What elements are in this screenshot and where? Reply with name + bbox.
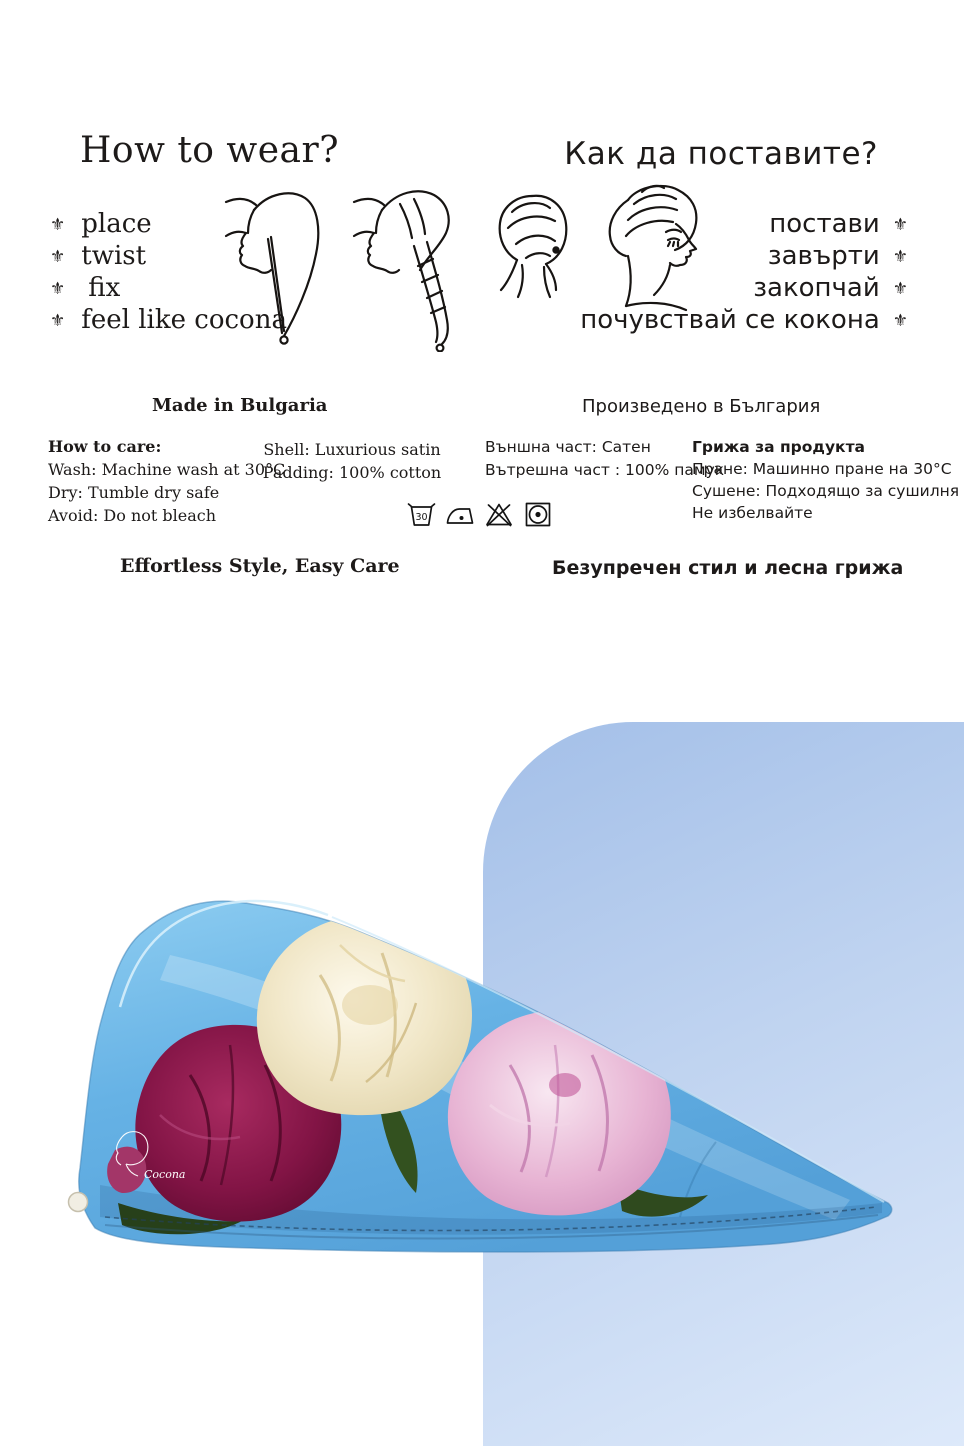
step-label: twist	[81, 241, 147, 271]
brand-script-label: Cocona	[144, 1168, 186, 1181]
towel-button	[69, 1193, 88, 1212]
wrapped-turban-back-icon	[492, 192, 572, 304]
care-line: Не избелвайте	[692, 504, 813, 522]
care-line: Сушене: Подходящо за сушилня	[692, 482, 960, 500]
care-line: Пране: Машинно пране на 30°С	[692, 460, 952, 478]
care-line: Wash: Machine wash at 30°C	[48, 460, 286, 479]
care-line: Avoid: Do not bleach	[48, 506, 217, 525]
care-heading-en: How to care:	[48, 437, 162, 456]
fleur-de-lis-icon: ⚜	[50, 214, 66, 235]
fleur-de-lis-icon: ⚜	[892, 278, 908, 299]
turban-profile-icon	[598, 182, 730, 334]
do-not-bleach-icon	[483, 498, 515, 530]
page-title-bg: Как да поставите?	[564, 136, 878, 172]
materials-bg	[485, 436, 724, 482]
fleur-de-lis-icon: ⚜	[50, 278, 66, 299]
laundry-symbols	[406, 498, 554, 530]
fleur-de-lis-icon: ⚜	[50, 246, 66, 267]
step-label: почувствай се кокона	[580, 305, 880, 335]
material-line: Външна част: Сатен	[485, 438, 651, 456]
fleur-de-lis-icon: ⚜	[892, 310, 908, 331]
iron-one-dot-icon	[444, 498, 476, 530]
step-label: закопчай	[753, 273, 880, 303]
wash-temp-label: 30	[415, 512, 428, 523]
materials-en	[262, 438, 442, 484]
care-instructions-bg	[692, 436, 959, 524]
care-line: Dry: Tumble dry safe	[48, 483, 220, 502]
fleur-de-lis-icon: ⚜	[892, 246, 908, 267]
material-line: Shell: Luxurious satin	[263, 440, 441, 459]
step-label: fix	[88, 273, 121, 303]
tumble-dry-icon	[522, 498, 554, 530]
fleur-de-lis-icon: ⚜	[50, 310, 66, 331]
twist-towel-profile-icon	[352, 182, 478, 352]
peony-pink	[448, 1010, 671, 1216]
made-in-label-en: Made in Bulgaria	[152, 395, 328, 416]
material-line: Вътрешна част : 100% памук	[485, 461, 725, 479]
product-photo-hair-towel	[60, 885, 895, 1270]
machine-wash-30-icon	[406, 498, 437, 530]
tagline-bg: Безупречен стил и лесна грижа	[552, 557, 904, 579]
step-label: feel like cocona	[81, 305, 287, 335]
step-label: place	[81, 209, 152, 239]
care-instructions-en	[48, 437, 285, 529]
step-label: постави	[769, 209, 880, 239]
step-label: завърти	[767, 241, 880, 271]
page-title-en: How to wear?	[80, 130, 340, 171]
fleur-de-lis-icon: ⚜	[892, 214, 908, 235]
material-line: Padding: 100% cotton	[262, 463, 442, 482]
tagline-en: Effortless Style, Easy Care	[120, 555, 400, 577]
made-in-label-bg: Произведено в България	[582, 396, 821, 417]
drape-towel-profile-icon	[224, 182, 346, 354]
care-heading-bg: Грижа за продукта	[692, 438, 866, 456]
